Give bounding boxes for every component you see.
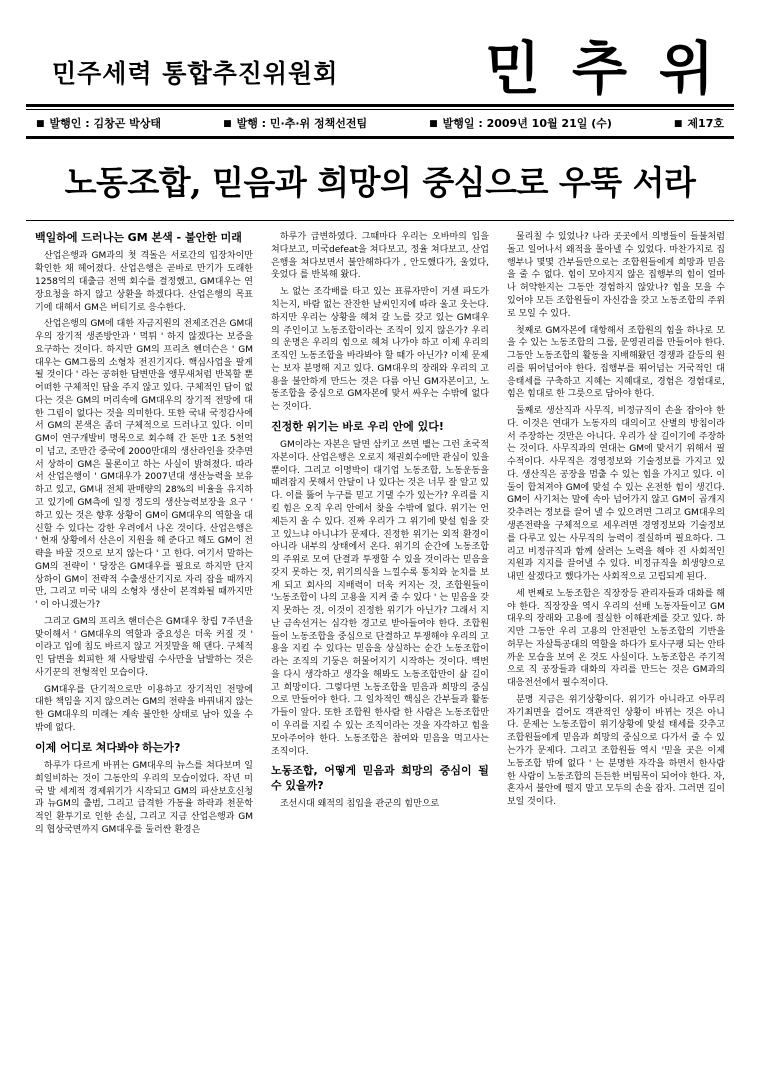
article-paragraph: 그리고 GM의 프리츠 핸더슨은 GM대우 창립 7주년을 맞이해서 ' GM대우의 역할과 중요성은 더욱 커질 것 ' 이라고 입에 침도 바르지 않고 거짓말을 해 댄다. 구체적인 답변을 회피한 채 사탕발림 수사만을 남발하는 것은 사기꾼의 전형적인 모습이다. bbox=[35, 616, 253, 678]
article-paragraph: GM이라는 자본은 달면 삼키고 쓰면 뱉는 그런 초국적 자본이다. 산업은행은 오로지 채권회수에만 관심이 있을 뿐이다. 그리고 이명박이 대기업 노동조합, 노동운동을 때려잡지 못해서 안달이 나 있다는 것은 너무 잘 알고 있다. 이를 뚫어 누구를 믿고 기댈 수가 있는가? 우리를 지킬 힘은 오직 우리 안에서 찾을 수밖에 없다. 위기는 언제든지 올 수 있다. 진짜 우리가 그 위기에 맞설 힘을 갖고 있느냐 아니냐가 문제다. 진정한 위기는 외적 환경이 아니라 내부의 상태에서 온다. 위기의 순간에 노동조합의 주위로 모여 단결과 투쟁할 수 있을 것이라는 믿음을 갖지 못하는 것, 위기의식을 느낄수록 통치와 눈치를 보게 되고 회사의 지배력이 더욱 커지는 것, 조합원들이 '노동조합이 나의 고용을 지켜 줄 수 있다 ' 는 믿음을 갖지 못하는 것, 이것이 진정한 위기가 아닌가? 그래서 지난 금속선거는 심각한 경고로 받아들여야 한다. 조합원들이 노동조합을 중심으로 단결하고 투쟁해야 우리의 고용을 지킬 수 있다는 믿음을 상실하는 순간 노동조합이라는 조직의 기둥은 허물어지기 시작하는 것이다. 백번을 다시 생각하고 생각을 해봐도 노동조합만이 삶 길이고 희망이다. 그렇다면 노동조합을 믿음과 희망의 중심으로 만들어야 한다. 그 일차적인 핵심은 간부들과 활동가들이 앞다. 또한 조합원 한사람 한 사람은 노동조합만이 우리를 지킬 수 있는 조직이라는 것을 자각하고 힘을 모아주어야 한다. 노동조합은 참여와 믿음을 먹고사는 조직이다. bbox=[270, 440, 489, 757]
article-column-3 bbox=[498, 231, 734, 1013]
article-paragraph: 하루가 급변하였다. 그때마다 우리는 오바마의 입을 쳐다보고, 미국defeat을 쳐다보고, 정율 쳐다보고, 산업은행을 쳐다보면서 불안해하다가 , 안도했다가, 울었다, 웃었다 를 반복해 왔다. bbox=[270, 232, 489, 281]
publication-info-bar bbox=[26, 109, 734, 139]
article-paragraph: 산업은행의 GM에 대한 자금지원의 전제조건은 GM대우의 장기적 생존방안과 ' 먹튀 ' 하지 않겠다는 보증을 요구하는 것이다. 하지만 GM의 프리츠 헨더슨은 ' GM대우는 GM그룹의 소형차 전진기지다. 핵심사업을 팔게 될 것이다 ' 라는 공허한 답변만을 앵무새처럼 반복할 뿐 어떠한 구체적인 답을 주지 않고 있다. 구체적인 답이 없다는 것은 GM의 머리속에 GM대우의 장기적 전망에 대한 그림이 없다는 것을 의미한다. 또한 국내 국정감사에서 GM의 본색은 좀더 구체적으로 드러나고 있다. 이미 GM이 연구개발비 명목으로 회수해 간 돈만 1조 5천억이 넘고, 조만간 중국에 2000만대의 생산라인을 갖추면서 상하이 GM은 물론이고 하는 사실이 밝혀졌다. 따라서 산업은행이 ' GM대우가 2007년대 생산능력을 보유하고 있고, GM내 전체 판매량의 28%의 비율을 유지하고 있기에 GM측에 일정 정도의 생산능력보장을 요구 ' 하고 있는 것은 향후 상황이 GM이 GM대우의 역할을 대신할 수 있다는 강한 우려에서 나온 것이다. 산업은행은 ' 현재 상황에서 산은이 지원을 해 준다고 해도 GM이 전략을 바꿀 것으로 보지 않는다 ' 고 한다. 여기서 말하는 GM의 전략이 ' 당장은 GM대우를 필요로 하지만 단지 상하이 GM이 전략적 수출생산기지로 자리 잡을 때까지만, 그리고 미국 내의 소형차 생산이 본격화될 때까지만 ' 이 아니겠는가? bbox=[35, 319, 253, 611]
article-paragraph: 분명 지금은 위기상황이다. 위기가 아니라고 아무리 자기최면을 걸어도 객관적인 상황이 바뀌는 것은 아니다. 문제는 노동조합이 위기상황에 맞설 태세를 갖추고 조합원들에게 믿음과 희망의 중심으로 다가서 줄 수 있는가가 문제다. 그리고 조합원들 역시 '믿을 곳은 이제 노동조합 밖에 없다 ' 는 분명한 자각을 하면서 한사람 한 사람이 노동조합의 든든한 버팀목이 되어야 한다. 자, 혼자서 불안에 떨지 말고 모두의 손을 잡자. 그러면 길이 보일 것이다. bbox=[506, 694, 725, 808]
article-paragraph: 첫째로 GM자본에 대항해서 조합원의 힘을 하나로 모을 수 있는 노동조합의 그룹, 문영권리를 만들어야 한다. 그동안 노동조합의 활동을 지배해왔던 경쟁과 갈등의 원리를 뛰어넘어야 한다. 집행부를 뛰어넘는 거국적인 대응태세를 구축하고 지혜는 지혜대로, 경험은 경험대로, 힘은 힘대로 한 그릇으로 담아야 한다. bbox=[506, 325, 725, 400]
article-subheading: 노동조합, 어떻게 믿음과 희망의 중심이 될 수 있을까? bbox=[270, 764, 489, 792]
article-column-2 bbox=[262, 231, 498, 1013]
article-column-1 bbox=[26, 231, 262, 1013]
article-subheading: 진정한 위기는 바로 우리 안에 있다! bbox=[270, 419, 444, 433]
page-title: 노동조합, 믿음과 희망의 중심으로 우뚝 서라 bbox=[26, 139, 734, 221]
article-paragraph: 산업은행과 GM과의 첫 격돌은 서로간의 입장차이만 확인한 채 헤어졌다. 산업은행은 곧바로 만기가 도래한 1258억의 대출금 전액 회수를 결정했고, GM대우는 연장요청을 하지 않고 상환을 하겠다다. 산업은행의 목표기에 대해서 GM은 버티기로 응수한다. bbox=[35, 251, 253, 313]
article-subheading: 이제 어디로 쳐다봐야 하는가? bbox=[35, 740, 181, 754]
issuer-info: ■ 발행 : 민·추·위 정책선전팀 bbox=[223, 115, 367, 131]
article-paragraph: 둘째로 생산직과 사무직, 비정규직이 손을 잡아야 한다. 이것은 연대가 노동자의 대의이고 산별의 방침이라서 주장하는 것만은 아니다. 우리가 살 길이기에 주장하는 것이다. 사무직과의 연대는 GM에 맞서기 위해서 필수적이다. 사무직은 경영정보와 기술정보를 가지고 있다. 생산직은 공장을 멈출 수 있는 힘을 가지고 있다. 이 둘이 합쳐져야 GM에 맞설 수 있는 온전한 힘이 생긴다. GM이 사기처는 말에 속아 넘어가지 않고 GM이 곱개지 갖추려는 정보를 끌어 낼 수 있으려면 그리고 GM대우의 생존전략을 구체적으로 세우려면 경영정보와 기술정보를 다루고 있는 사무직의 능력이 절실하며 필요하다. 그리고 비정규직과 함께 살려는 노력을 해야 진 사회적인 지원과 지지를 끌어낼 수 있다. 비정규직을 희생양으로 내민 살겠다고 했다가는 사회적으로 고립되게 된다. bbox=[506, 406, 725, 583]
issue-number: ■ 제17호 bbox=[674, 115, 724, 131]
article-subheading: 백일하에 드러나는 GM 본색 - 불안한 미래 bbox=[35, 231, 242, 245]
article-columns bbox=[26, 221, 734, 1013]
article-paragraph: 노 없는 조각배를 타고 있는 표류자만이 거센 파도가 치는지, 바람 없는 잔잔한 날씨인지에 따라 울고 웃는다. 하지만 우리는 상황을 헤쳐 갈 노를 갖고 있는 GM대우의 주인이고 노동조합이라는 조직이 있지 않은가? 우리의 운명은 우리의 힘으로 헤쳐 나가야 하고 이제 우리의 조직인 노동조합을 바라봐야 할 때가 아닌가? 이제 문제는 보자 분명해 지고 있다. GM대우의 장래와 우리의 고용을 불안하게 만드는 것은 다름 아닌 GM자본이고, 노동조합을 중심으로 GM자본에 맞서 싸우는 수밖에 없다는 것이다. bbox=[270, 287, 489, 413]
article-paragraph: 조선시대 왜적의 침입을 관군의 힘만으로 bbox=[279, 798, 440, 809]
article-paragraph: 하루가 다르게 바뀌는 GM대우의 뉴스를 쳐다보며 일희일비하는 것이 그동안의 우리의 모습이었다. 작년 미국 발 세계적 경제위기가 시작되고 GM의 파산보호신청과 뉴GM의 출범, 그리고 급격한 가동율 하락과 천문학적인 환투기로 인한 손실, 그리고 지금 산업은행과 GM의 협상국면까지 GM대우를 둘러싼 환경은 bbox=[35, 761, 253, 835]
article-paragraph: 물리칠 수 있었나? 나라 곳곳에서 의병들이 들불처럼 돌고 일어나서 왜적을 몰아낼 수 있었다. 마찬가지로 집행부나 몇몇 간부들만으로는 조합원들에게 희망과 믿음을 줄 수 없다. 힘이 모아지지 않은 집행부의 힘이 얼마나 허약한지는 그동안 경험하지 않았나? 힘을 모을 수 있어야 모든 조합원들이 자신감을 갖고 노동조합의 주위로 모일 수 있다. bbox=[506, 232, 725, 319]
masthead bbox=[26, 0, 734, 102]
organization-name: 민주세력 통합추진위원회 bbox=[52, 59, 339, 89]
publication-date: ■ 발행일 : 2009년 10월 21일 (수) bbox=[429, 115, 612, 131]
article-paragraph: GM대우를 단기적으로만 이용하고 장기적인 전망에 대한 책임을 지지 않으려는 GM의 전략을 바꿔내지 않는 한 GM대우의 미래는 계속 불안한 상태로 남아 있을 수 밖에 없다. bbox=[35, 684, 253, 733]
article-paragraph: 세 번째로 노동조합은 직장장등 관리자들과 대화를 해야 한다. 직장장을 역시 우리의 선배 노동자들이고 GM대우의 장래와 고용에 절실한 이해관계를 갖고 있다. 하지만 그동안 우리 고용의 안전판인 노동조합의 기반을 허무는 자살특공대의 역할을 하다가 토사구팽 되는 안타까운 모습을 보여 온 것도 사실이다. 노동조합은 주기적으로 직 공장들과 대화의 자리를 만드는 것은 GM과의 대응전선에서 필수적이다. bbox=[506, 588, 725, 689]
newspaper-logo: 민 추 위 bbox=[485, 35, 720, 102]
masthead-divider bbox=[26, 104, 734, 107]
publisher-info: ■ 발행인 : 김창곤 박상태 bbox=[36, 115, 161, 131]
